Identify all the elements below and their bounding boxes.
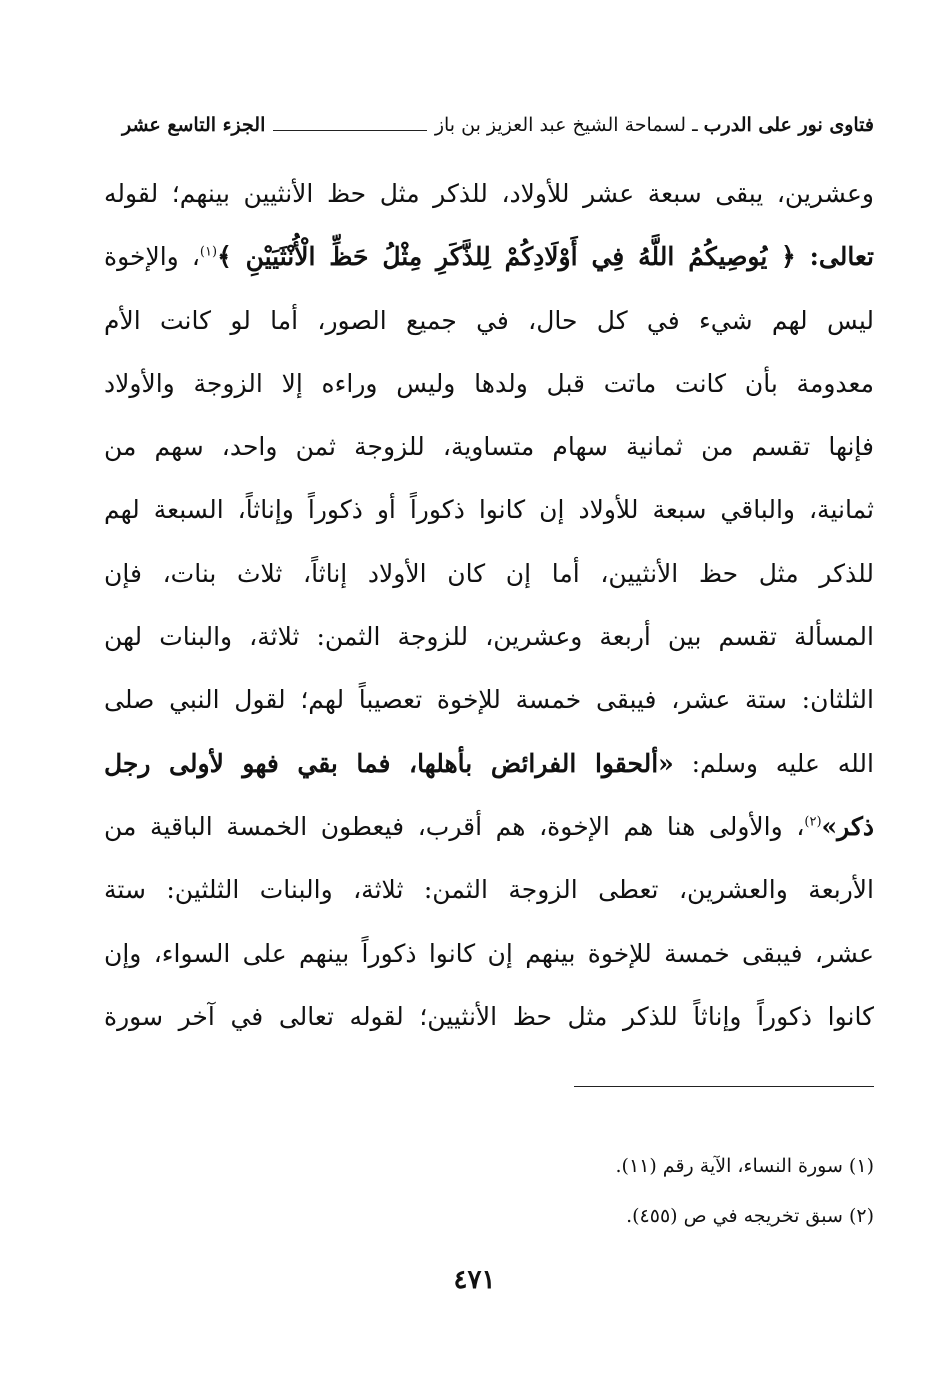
text-line: كانوا ذكوراً وإناثاً للذكر مثل حظ الأنثيين؛ لقوله تعالى في آخر سورة [104,1001,874,1031]
text-line: الله عليه وسلم: «ألحقوا الفرائض بأهلها، فما بقي فهو لأولى رجل [104,748,874,778]
text-line: ثمانية، والباقي سبعة للأولاد إن كانوا ذكوراً أو ذكوراً وإناثاً، السبعة لهم [104,495,874,525]
text-line: للذكر مثل حظ الأنثيين، أما إن كان الأولاد إناثاً، ثلاث بنات، فإن [104,558,874,588]
volume-label: الجزء التاسع عشر [122,114,266,136]
text-line: ذكر»$^{(٢)}$، والأولى هنا هم الإخوة، هم أقرب، فيعطون الخمسة الباقية من [104,811,874,841]
footnote-ref: (١) [199,244,218,260]
header-rule [273,130,426,131]
body-text [104,162,874,1048]
footnote-separator [574,1086,874,1087]
quran-verse: تعالى: ﴿ يُوصِيكُمُ اللَّهُ فِي أَوْلَادِكُمْ لِلذَّكَرِ مِثْلُ حَظِّ الْأُنْثَيَيْنِ ﴾ [217,242,874,272]
author-name: ـ لسماحة الشيخ عبد العزيز بن باز [434,114,698,136]
text-line: الأربعة والعشرين، تعطى الزوجة الثمن: ثلاثة، والبنات الثلثين: ستة [104,875,874,905]
footnote: (٢) سبق تخريجه في ص (٤٥٥). [626,1205,874,1227]
page-number: ٤٧١ [453,1265,496,1295]
footnote-ref: (٢) [804,814,822,830]
running-header [122,108,874,142]
text-line: معدومة بأن كانت ماتت قبل ولدها وليس وراءه إلا الزوجة والأولاد [104,368,874,398]
footnotes [300,1146,874,1246]
text-line: عشر، فيبقى خمسة للإخوة بينهم إن كانوا ذكوراً بينهم على السواء، وإن [104,938,874,968]
footnote: (١) سورة النساء، الآية رقم (١١). [615,1155,874,1177]
text-line: تعالى: ﴿ يُوصِيكُمُ اللَّهُ فِي أَوْلَادِكُمْ لِلذَّكَرِ مِثْلُ حَظِّ الْأُنْثَيَيْنِ ﴾$^{(١)}$، والإخوة [104,242,874,272]
text-line: الثلثان: ستة عشر، فيبقى خمسة للإخوة تعصيباً لهم؛ لقول النبي صلى [104,685,874,715]
text-line: ليس لهم شيء في كل حال، في جميع الصور، أما لو كانت الأم [104,305,874,335]
text-line: المسألة تقسم بين أربعة وعشرين، للزوجة الثمن: ثلاثة، والبنات لهن [104,622,874,652]
book-title: فتاوى نور على الدرب [703,114,874,136]
text-line: فإنها تقسم من ثمانية سهام متساوية، للزوجة ثمن واحد، سهم من [104,432,874,462]
hadith-quote-end: ذكر» [821,811,874,841]
hadith-quote: «ألحقوا الفرائض بأهلها، فما بقي فهو لأولى رجل [104,748,674,778]
text-line: وعشرين، يبقى سبعة عشر للأولاد، للذكر مثل حظ الأنثيين بينهم؛ لقوله [104,179,874,208]
